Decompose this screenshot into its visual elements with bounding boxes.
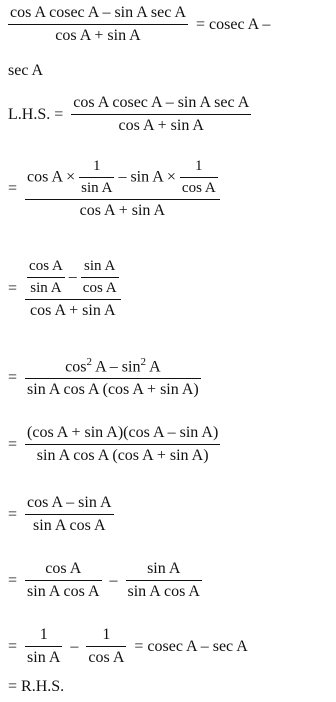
given-rhs-continued: sec A bbox=[8, 62, 44, 79]
equals-sign: = bbox=[8, 637, 18, 655]
exponent: 2 bbox=[86, 356, 92, 368]
inner-fraction bbox=[180, 158, 218, 197]
numerator: sin A bbox=[147, 560, 181, 577]
fraction-bar bbox=[86, 646, 126, 647]
term: cos bbox=[65, 358, 87, 376]
term: A bbox=[149, 358, 161, 376]
numerator: 1 bbox=[102, 626, 111, 643]
fraction-bar bbox=[27, 277, 65, 278]
step-2-numerator bbox=[25, 258, 121, 297]
fraction-bar bbox=[25, 646, 62, 647]
numerator: 1 bbox=[39, 626, 48, 643]
step-3-fraction bbox=[25, 356, 201, 399]
step-5-denominator: sin A cos A bbox=[33, 517, 106, 534]
given-fraction bbox=[8, 4, 188, 45]
minus-sign: – bbox=[70, 637, 79, 655]
step-3-numerator bbox=[25, 356, 201, 376]
inner-denominator: cos A bbox=[82, 280, 117, 296]
step-4-denominator bbox=[25, 447, 220, 465]
fraction-bar bbox=[8, 24, 188, 25]
step-7 bbox=[8, 626, 252, 667]
parenthesized-term: (cos A + sin A) bbox=[102, 381, 199, 399]
minus-sign: – bbox=[68, 268, 77, 286]
exponent: 2 bbox=[140, 356, 146, 368]
step-7-fraction-2 bbox=[86, 626, 126, 667]
fraction-bar bbox=[25, 378, 201, 379]
step-6 bbox=[8, 560, 202, 601]
step-1 bbox=[8, 158, 220, 220]
step-4 bbox=[8, 424, 220, 465]
equals-sign: = bbox=[8, 505, 18, 523]
lhs-line bbox=[8, 94, 251, 135]
equals-sign: = bbox=[8, 280, 18, 297]
numerator: cos A bbox=[45, 560, 82, 577]
inner-denominator: cos A bbox=[181, 180, 216, 196]
step-7-rhs: = cosec A – sec A bbox=[134, 637, 248, 655]
term: cos A × bbox=[27, 168, 76, 186]
lhs-fraction bbox=[71, 94, 251, 135]
term: A – sin bbox=[95, 358, 141, 376]
term: sin A cos A bbox=[36, 447, 109, 464]
denominator: sin A cos A bbox=[27, 583, 100, 600]
denominator: cos A bbox=[88, 649, 125, 666]
given-denominator: cos A + sin A bbox=[55, 27, 141, 44]
fraction-bar bbox=[25, 199, 220, 200]
inner-fraction bbox=[27, 258, 65, 297]
given-equation bbox=[8, 4, 274, 45]
step-5 bbox=[8, 494, 114, 535]
fraction-bar bbox=[180, 177, 218, 178]
lhs-label: L.H.S. = bbox=[8, 105, 64, 123]
lhs-denominator: cos A + sin A bbox=[118, 117, 204, 134]
step-2 bbox=[8, 258, 121, 320]
inner-fraction bbox=[79, 158, 114, 197]
term: sin A cos A bbox=[27, 381, 99, 399]
lhs-numerator: cos A cosec A – sin A sec A bbox=[73, 94, 250, 111]
inner-numerator: 1 bbox=[93, 158, 101, 174]
step-1-numerator bbox=[25, 158, 220, 197]
fraction-bar bbox=[79, 177, 114, 178]
term: – sin A × bbox=[118, 168, 176, 186]
fraction-bar bbox=[25, 299, 121, 300]
inner-denominator: sin A bbox=[81, 180, 113, 196]
equals-sign: = bbox=[8, 435, 18, 453]
step-2-fraction bbox=[25, 258, 121, 320]
step-4-numerator: (cos A + sin A)(cos A – sin A) bbox=[27, 424, 219, 441]
given-rhs: = cosec A – bbox=[196, 15, 271, 33]
inner-denominator: sin A bbox=[30, 280, 62, 296]
step-1-fraction bbox=[25, 158, 220, 220]
inner-numerator: 1 bbox=[195, 158, 203, 174]
step-6-fraction-1 bbox=[25, 560, 101, 601]
inner-numerator: cos A bbox=[29, 258, 63, 274]
step-7-fraction-1 bbox=[25, 626, 62, 667]
fraction-bar bbox=[81, 277, 119, 278]
step-5-numerator: cos A – sin A bbox=[27, 494, 112, 511]
minus-sign: – bbox=[109, 571, 118, 589]
denominator: sin A cos A bbox=[127, 583, 200, 600]
final-line: = R.H.S. bbox=[8, 678, 65, 695]
step-3-denominator bbox=[25, 381, 201, 399]
inner-fraction bbox=[81, 258, 119, 297]
given-numerator: cos A cosec A – sin A sec A bbox=[10, 4, 186, 21]
step-1-denominator: cos A + sin A bbox=[79, 202, 166, 219]
fraction-bar bbox=[126, 580, 202, 581]
step-2-denominator: cos A + sin A bbox=[30, 302, 116, 319]
step-4-fraction bbox=[25, 424, 220, 465]
step-3 bbox=[8, 356, 201, 399]
fraction-bar bbox=[25, 444, 220, 445]
equals-sign: = bbox=[8, 571, 18, 589]
step-6-fraction-2 bbox=[126, 560, 202, 601]
equals-sign: = bbox=[8, 368, 18, 386]
denominator: sin A bbox=[27, 649, 61, 666]
fraction-bar bbox=[25, 514, 113, 515]
step-5-fraction bbox=[25, 494, 113, 535]
fraction-bar bbox=[71, 114, 251, 115]
fraction-bar bbox=[25, 580, 101, 581]
inner-numerator: sin A bbox=[84, 258, 116, 274]
parenthesized-term: (cos A + sin A) bbox=[112, 447, 209, 464]
equals-sign: = bbox=[8, 180, 18, 197]
